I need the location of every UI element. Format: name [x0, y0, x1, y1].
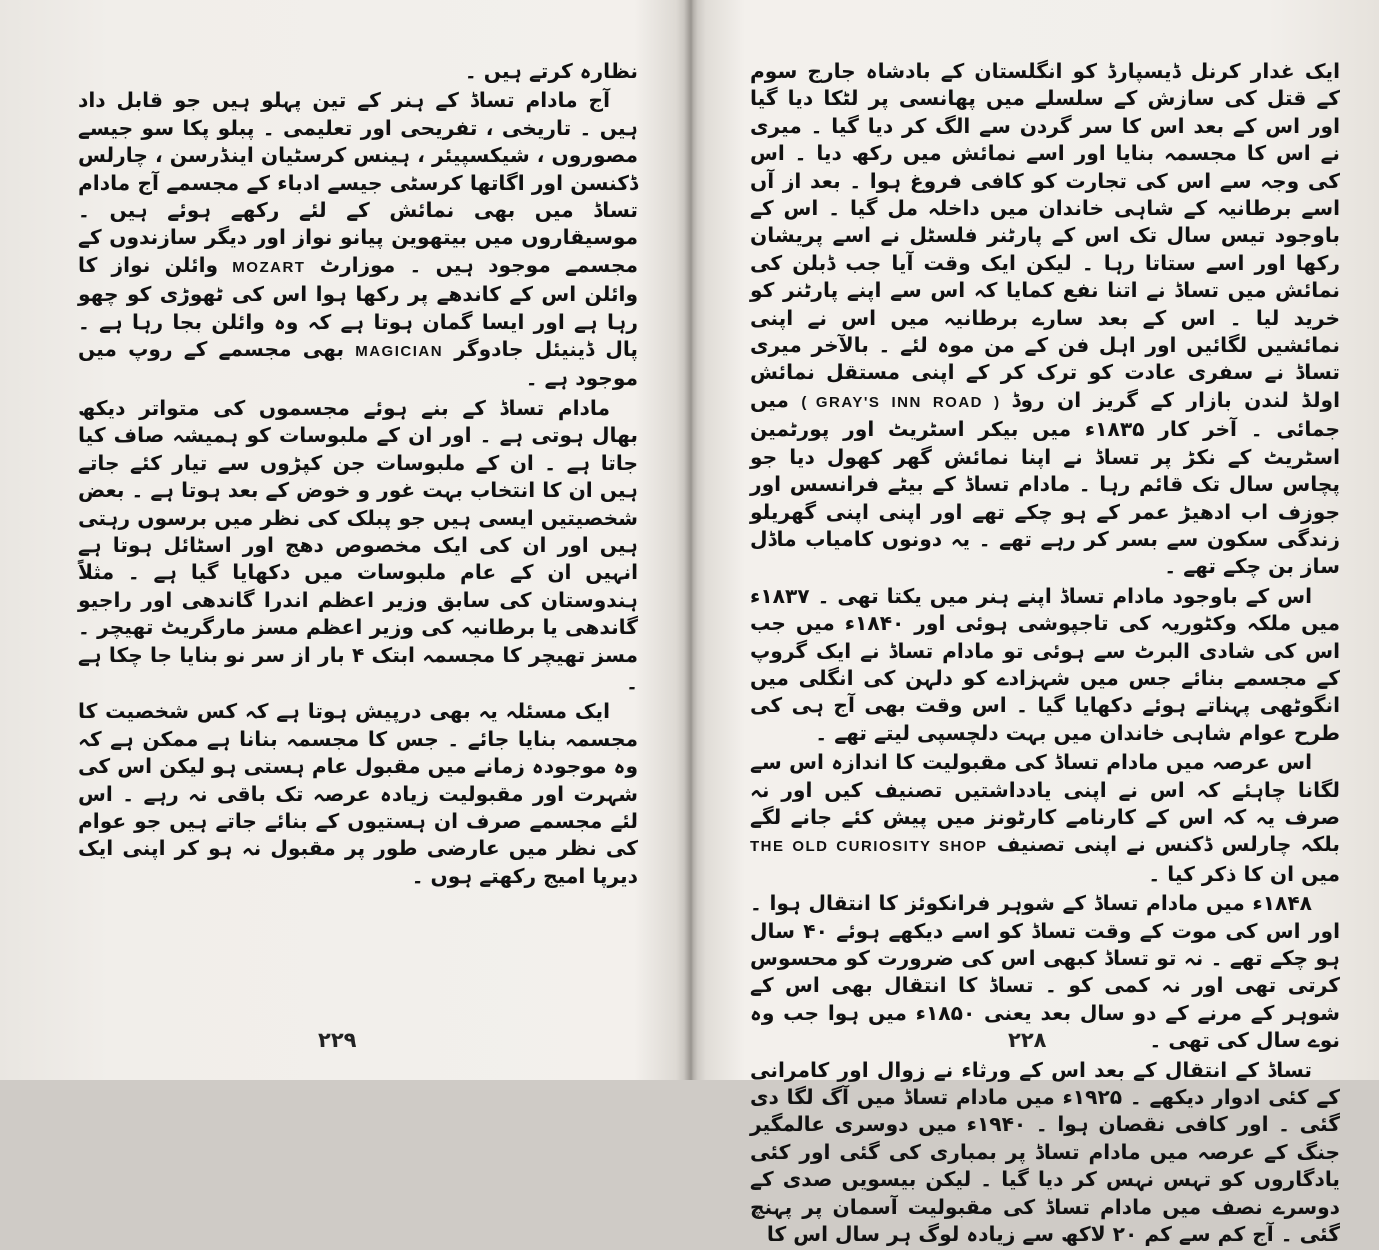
left-page-text	[78, 58, 638, 892]
right-page-text	[750, 58, 1340, 1250]
left-page	[0, 0, 690, 1080]
paragraph: تساڈ کے انتقال کے بعد اس کے ورثاء نے زوال اور کامرانی کے کئی ادوار دیکھے ۔ ۱۹۲۵ء میں مادام تساڈ میں آگ لگا دی گئی ۔ اور کافی نقصان ہوا ۔ ۱۹۴۰ء میں دوسری عالمگیر جنگ کے عرصہ میں مادام تساڈ پر بمباری کی گئی اور کئی یادگاروں کو تہس نہس کر دیا گیا ۔ لیکن بیسویں صدی کے دوسرے نصف میں مادام تساڈ کی مقبولیت آسمان پر پہنچ گئی ۔ آج کم سے کم ۲۰ لاکھ سے زیادہ لوگ ہر سال اس کا	[750, 1057, 1341, 1247]
paragraph: ایک غدار کرنل ڈیسپارڈ کو انگلستان کے بادشاہ جارج سوم کے قتل کی سازش کے سلسلے میں پھانسی پر لٹکا دیا گیا اور اس کے بعد اس کا سر گردن سے الگ کر دیا گیا ۔ میری نے اس کا مجسمہ بنایا اور اسے نمائش میں رکھ دیا ۔ اس کی وجہ سے اس کی تجارت کو کافی فروغ ہوا ۔ بعد از آں اسے برطانیہ کے شاہی خاندان میں داخلہ مل گیا ۔ اس کے باوجود تیس سال تک اس کے پارٹنر فلسٹل نے اسے پریشان رکھا اور اسے ستاتا رہا ۔ لیکن ایک وقت آیا جب ڈبلن کی نمائش میں تساڈ نے اتنا نفع کمایا کہ اس سے اپنے پارٹنر کو خرید لیا ۔ اس کے بعد سارے برطانیہ میں اس نے اپنی نمائشیں لگائیں اور اہل فن کے من موہ لئے ۔ بالآخر میری تساڈ نے سفری عادت کو ترک کر کے اپنی مستقل نمائش اولڈ لندن بازار کے گریز ان روڈ ( GRAY'S INN ROAD ) میں جمائی ۔ آخر کار ۱۸۳۵ء میں بیکر اسٹریٹ اور پورٹمین اسٹریٹ کے نکڑ پر تساڈ نے اپنا نمائش گھر کھول دیا جو پچاس سال تک قائم رہا ۔ مادام تساڈ کے بیٹے فرانسس اور جوزف اب ادھیڑ عمر کے ہو چکے تھے اور اپنی اپنی گھریلو زندگی سکون سے بسر کر رہے تھے ۔ یہ دونوں کامیاب ماڈل ساز بن چکے تھے ۔	[750, 59, 1341, 579]
right-page	[690, 0, 1379, 1247]
latin-label-mozart: MOZART	[232, 258, 306, 276]
book-gutter	[676, 0, 706, 1080]
paragraph: ۱۸۴۸ء میں مادام تساڈ کے شوہر فرانکوئز کا انتقال ہوا ۔ اور اس کی موت کے وقت تساڈ کو اسے دیکھے ہوئے ۴۰ سال ہو چکے تھے ۔ نہ تو تساڈ کبھی اس کی ضرورت کو محسوس کرتی تھی اور نہ کمی کو ۔ تساڈ کا انتقال بھی اس کے شوہر کے مرنے کے دو سال بعد یعنی ۱۸۵۰ء میں ہوا جب وہ نوے سال کی تھی ۔	[750, 891, 1341, 1053]
paragraph: مادام تساڈ کے بنے ہوئے مجسموں کی متواتر دیکھ بھال ہوتی ہے ۔ اور ان کے ملبوسات کو ہمیشہ صاف کیا جاتا ہے ۔ ان کے ملبوسات جن کپڑوں سے تیار کئے جاتے ہیں ان کا انتخاب بہت غور و خوض کے بعد ہوتا ہے ۔ بعض شخصیتیں ایسی ہیں جو پبلک کی نظر میں برسوں رہتی ہیں اور ان کی ایک مخصوص دھج اور اسٹائل ہوتا ہے انہیں ان کے عام ملبوسات میں دکھایا گیا ہے ۔ مثلاً ہندوستان کی سابق وزیر اعظم اندرا گاندھی اور راجیو گاندھی یا برطانیہ کی وزیر اعظم مسز مارگریٹ تھیچر ۔ مسز تھیچر کا مجسمہ ابتک ۴ بار از سر نو بنایا جا چکا ہے ۔	[78, 395, 638, 694]
latin-label-old-curiosity-shop: THE OLD CURIOSITY SHOP	[750, 838, 988, 856]
paragraph: آج مادام تساڈ کے ہنر کے تین پہلو ہیں جو قابل داد ہیں ۔ تاریخی ، تفریحی اور تعلیمی ۔ پبلو پکا سو جیسے مصوروں ، شیکسپیئر ، ہینس کرسٹیان اینڈرسن ، چارلس ڈکنسن اور اگاتھا کرسٹی جیسے ادباء کے مجسمے آج مادام تساڈ میں بھی نمائش کے لئے رکھے ہوئے ہیں ۔ موسیقاروں میں بیتھوین پیانو نواز اور دیگر سازندوں کے مجسمے موجود ہیں ۔ موزارٹ MOZART وائلن نواز کا وائلن اس کے کاندھے پر رکھا ہوا اس کی ٹھوڑی کو چھو رہا ہے اور ایسا گمان ہوتا ہے کہ وہ وائلن بجا رہا ہے ۔ پال ڈینیئل جادوگر MAGICIAN بھی مجسمے کے روپ میں موجود ہے ۔	[78, 88, 639, 391]
latin-label-grays-inn-road: ( GRAY'S INN ROAD )	[801, 393, 1000, 411]
latin-label-magician: MAGICIAN	[355, 343, 444, 361]
page-number-right: ۲۲۸	[1008, 1028, 1047, 1052]
paragraph: اس کے باوجود مادام تساڈ اپنے ہنر میں یکتا تھی ۔ ۱۸۳۷ء میں ملکہ وکٹوریہ کی تاجپوشی ہوئی اور ۱۸۴۰ء میں جب اس کی شادی البرٹ سے ہوئی تو مادام تساڈ نے ایک گروپ کے مجسمے بنائے جس میں شہزادے کو دلہن کی انگلی میں انگوٹھی پہناتے ہوئے دکھایا گیا ۔ اس وقت بھی آج ہی کی طرح عوام شاہی خاندان میں بہت دلچسپی لیتے تھے ۔	[750, 583, 1341, 745]
paragraph: اس عرصہ میں مادام تساڈ کی مقبولیت کا اندازہ اس سے لگانا چاہئے کہ اس نے اپنی یادداشتیں تصنیف کیں اور نہ صرف یہ کہ اس کے کارنامے کارٹونز میں پیش کئے جانے لگے بلکہ چارلس ڈکنس نے اپنی تصنیف THE OLD CURIOSITY SHOP میں ان کا ذکر کیا ۔	[750, 750, 1340, 886]
page-number-left: ۲۲۹	[318, 1028, 357, 1052]
paragraph: نظارہ کرتے ہیں ۔	[464, 59, 638, 83]
paragraph: ایک مسئلہ یہ بھی درپیش ہوتا ہے کہ کس شخصیت کا مجسمہ بنایا جائے ۔ جس کا مجسمہ بنانا ہے ممکن ہے کہ وہ موجودہ زمانے میں مقبول عام ہستی ہو لیکن اس کی شہرت اور مقبولیت زیادہ عرصہ تک باقی نہ رہے ۔ اس لئے مجسمے صرف ان ہستیوں کے بنائے جاتے ہیں جو عوام کی نظر میں عارضی طور پر مقبول نہ ہو کر اپنی ایک دیرپا امیج رکھتے ہوں ۔	[78, 699, 638, 888]
